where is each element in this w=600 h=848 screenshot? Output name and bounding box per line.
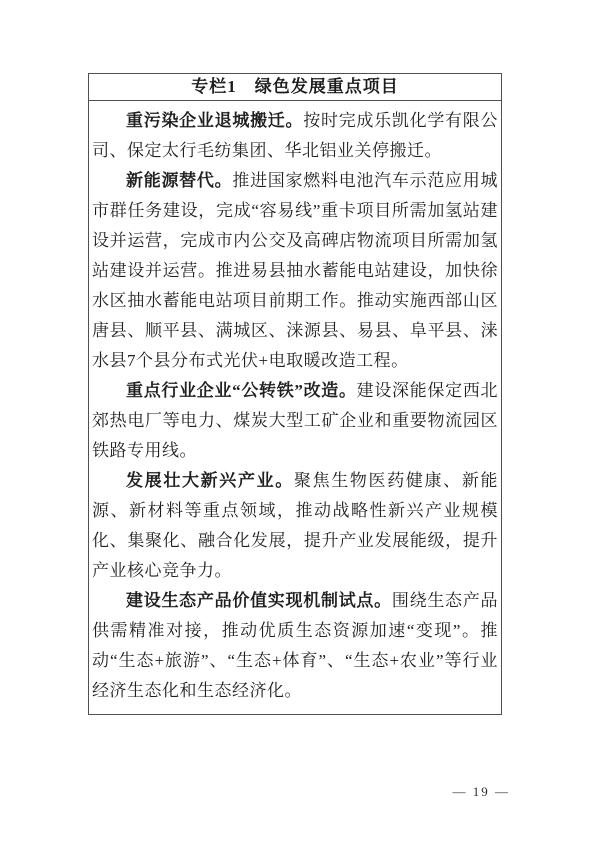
paragraph-text: 聚焦生物医药健康、新能源、新材料等重点领域，推动战略性新兴产业规模化、集聚化、融合化发展，提升产业发展能级，提升产业核心竞争力。	[92, 471, 499, 580]
paragraph-text: 建设深能保定西北郊热电厂等电力、煤炭大型工矿企业和重要物流园区铁路专用线。	[92, 381, 499, 460]
paragraph-lead: 重点行业企业“公转铁”改造。	[126, 381, 357, 400]
paragraph	[92, 166, 498, 376]
green-development-panel	[88, 73, 502, 715]
paragraph	[92, 376, 498, 466]
paragraph-lead: 发展壮大新兴产业。	[126, 471, 294, 490]
paragraph-text: 按时完成乐凯化学有限公司、保定太行毛纺集团、华北铝业关停搬迁。	[92, 111, 498, 160]
paragraph-text: 围绕生态产品供需精准对接，推动优质生态资源加速“变现”。推动“生态+旅游”、“生态+体育”、“生态+农业”等行业经济生态化和生态经济化。	[92, 591, 498, 700]
paragraph	[92, 586, 498, 706]
paragraph	[92, 466, 498, 586]
paragraph-lead: 建设生态产品价值实现机制试点。	[126, 591, 392, 610]
panel-title: 专栏1 绿色发展重点项目	[89, 74, 501, 101]
paragraph	[92, 106, 498, 166]
paragraph-lead: 重污染企业退城搬迁。	[126, 111, 304, 130]
panel-body	[89, 101, 501, 714]
paragraph-lead: 新能源替代。	[126, 171, 233, 190]
page-number: — 19 —	[452, 784, 510, 799]
paragraph-text: 推进国家燃料电池汽车示范应用城市群任务建设，完成“容易线”重卡项目所需加氢站建设并运营，完成市内公交及高碑店物流项目所需加氢站建设并运营。推进易县抽水蓄能电站建设，加快徐水区抽水蓄能电站项目前期工作。推动实施西部山区唐县、顺平县、满城区、涞源县、易县、阜平县、涞水县7个县分布式光伏+电取暖改造工程。	[92, 171, 499, 370]
